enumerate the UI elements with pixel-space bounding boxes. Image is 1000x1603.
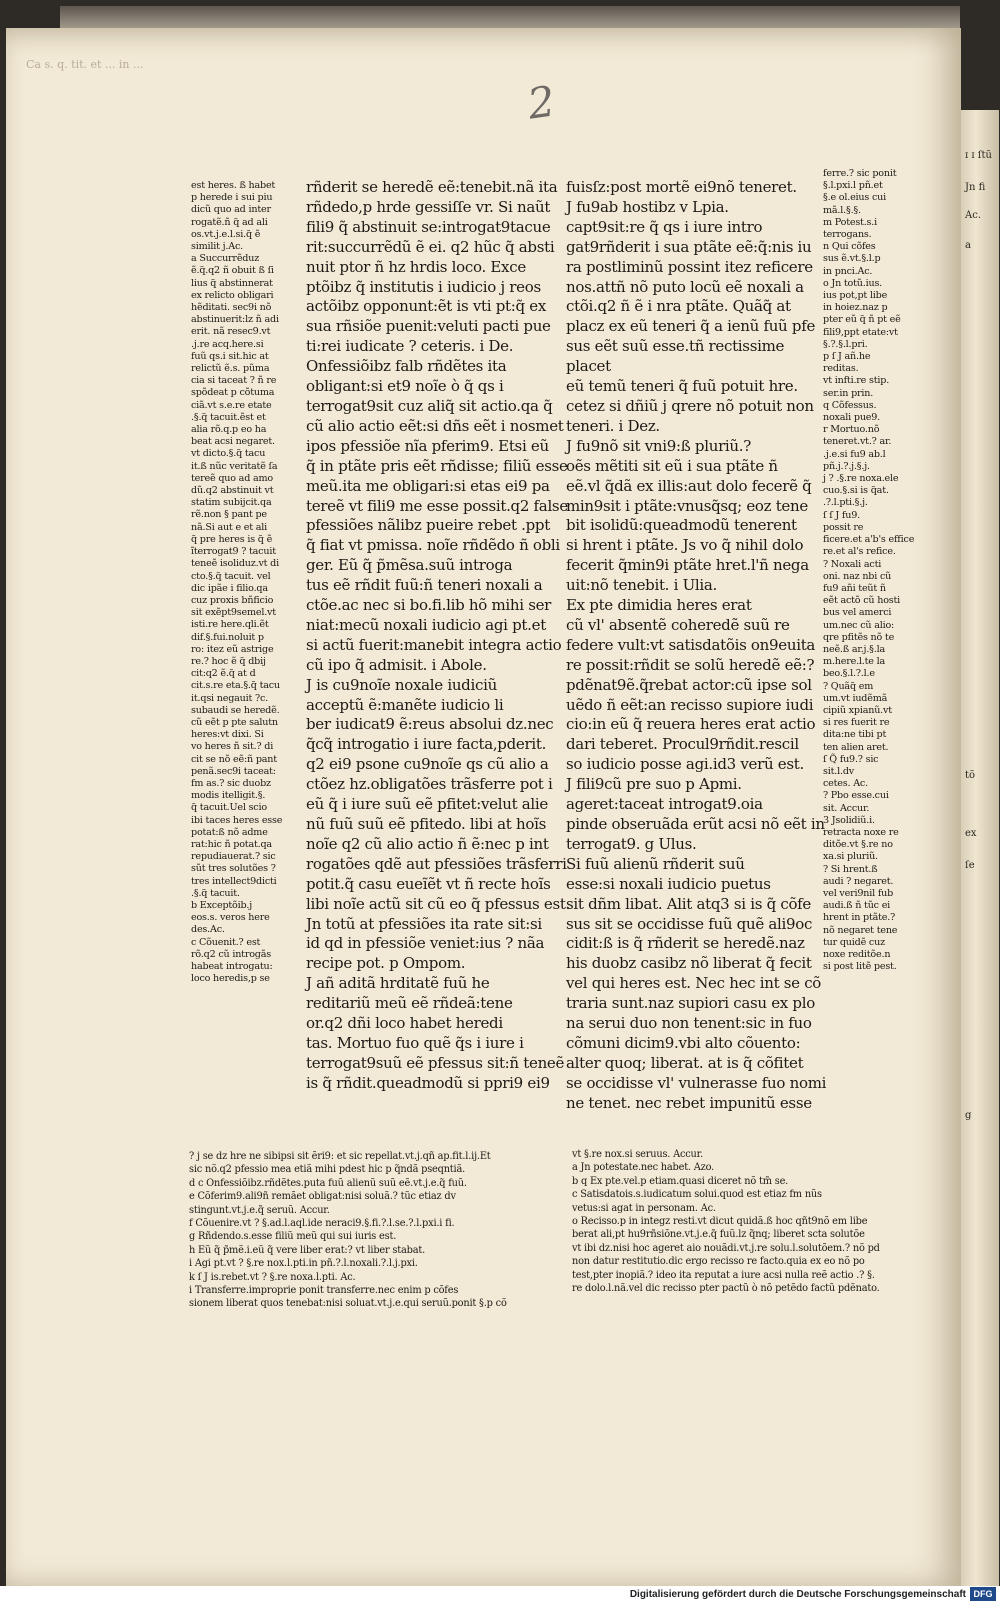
digitization-footer [0, 1586, 1000, 1603]
dfg-logo: DFG [970, 1587, 996, 1601]
footnote-right: vt §.re nox.si seruus. Accur. a Jn potestate.nec habet. Azo. b q Ex pte.vel.p etiam.quasi diceret nõ tm̃ se. c Satisdatois.s.iudicatum solui.quod est etiaz fm nũs vetus:si agat in personam. Ac. o Recisso.p in integz resti.vt dicut quidã.ß hoc qñt9nõ em libe berat ali,pt hu9rñsiõne.vt.j.e.q̃ fuũ.lz q̃nq; liberet scta solutõe vt ibi dz.nisi hoc ageret aio nouãdi.vt.j.re solu.l.solutõem.? nõ pd non datur restitutio.dic ergo recisso re facto.quia ex eo nõ po test,pter inopiã.? ideo ita reputat a iure acsi nulla reẽ actio .? §. re dolo.l.nã.vel dic recisso pter pactũ ò nõ petẽdo factũ pdẽnato. [572, 1149, 880, 1295]
edge-fragment: ſe [965, 860, 975, 871]
edge-fragment: ex [965, 828, 977, 839]
main-text-column-2: fuisſz:post mortẽ ei9nõ teneret. J fu9ab hostibz v Lpia. capt9sit:re q̃ qs i iure intro gat9rñderit i sua ptãte eẽ:q̃:nis iu ra postliminũ possint itez reficere nos.attñ nõ puto locũ eẽ noxali a ctõi.q2 ñ ẽ i nra ptãte. Quãq̃ at placz ex eũ teneri q̃ a ienũ fuũ pfe sus eẽt suũ esse.tñ rectissime placet eũ temũ teneri q̃ fuũ potuit hre. cetez si dñiũ j qrere nõ potuit non teneri. i Dez. J fu9nõ sit vni9:ß pluriũ.? oẽs mẽtiti sit eũ i sua ptãte ñ eẽ.vl q̃dã ex illis:aut dolo fecerẽ q̃ min9sit i ptãte:vnusq̃sq; eoz tene bit isolidũ:queadmodũ tenerent si hrent i ptãte. Js vo q̃ nihil dolo fecerit q̃min9i ptãte hret.l'ñ nega uit:nõ tenebit. i Ulia. Ex pte dimidia heres erat cũ vl' absentẽ coheredẽ suũ re federe vult:vt satisdatõis on9euita re possit:rñdit se solũ heredẽ eẽ:? pdẽnat9ẽ.q̃rebat actor:cũ ipse sol uẽdo ñ eẽt:an recisso supiore iudi cio:in eũ q̃ reuera heres erat actio dari teberet. Procul9rñdit.rescil so iudicio posse agi.id3 verũ est. J fili9cũ pre suo p Apmi. ageret:taceat introgat9.oia pinde obseruãda erũt acsi nõ eẽt in terrogat9. g Ulus. Si fuũ alienũ rñderit suũ esse:si noxali iudicio puetus sit dñm libat. Alit atq3 si is q̃ cõfe sus sit se occidisse fuũ quẽ ali9oc cidit:ß is q̃ rñderit se heredẽ.naz his duobz casibz nõ liberat q̃ fecit vel qui heres est. Nec hec int se cõ traria sunt.naz supiori casu ex plo na serui duo non tenent:sic in fuo cõmuni dicim9.vbi alto cõuento: alter quoq; liberat. at is q̃ cõfitet se occidisse vl' vulnerasse fuo nomi ne tenet. nec rebet impunitũ esse [566, 178, 827, 1112]
main-text-column-1: rñderit se heredẽ eẽ:tenebit.nã ita rñdedo,p hrde gessiſſe vr. Si naũt fili9 q̃ abstinuit se:introgat9tacue rit:succurrẽdũ ẽ ei. q2 hũc q̃ absti nuit ptor ñ hz hrdis loco. Exce ptõibz q̃ institutis i iudicio j reos actõibz opponunt:ẽt is vti pt:q̃ ex sua rñsiõe puenit:veluti pacti pue ti:rei iudicate ? ceteris. i De. Onfessiõibz falb rñdẽtes ita obligant:si et9 noĩe ò q̃ qs i terrogat9sit cuz aliq̃ sit actio.qa q̃ cũ alio actio eẽt:si dñs eẽt i nosmet ipos pfessiõe nĩa pferim9. Etsi eũ q̃ in ptãte pris eẽt rñdisse; filiũ esse meũ.ita me obligari:si etas ei9 pa tereẽ vt fili9 me esse possit.q2 false pfessiões nãlibz pueire rebet .ppt q̃ fiat vt pmissa. noĩe rñdẽdo ñ obli ger. Eũ q̃ p̃mẽsa.suũ introga tus eẽ rñdit fuũ:ñ teneri noxali a ctõe.ac nec si bo.fi.lib hõ mihi ser niat:mecũ noxali iudicio agi pt.et si actũ fuerit:manebit integra actio cũ ipo q̃ admisit. i Abole. J is cu9noĩe noxale iudiciũ acceptũ ẽ:manẽte iudicio li ber iudicat9 ẽ:reus absolui dz.nec q̃cq̃ introgatio i iure facta,pderit. q2 ei9 psone cu9noĩe qs cũ alio a ctõez hz.obligatões trãsferre pot i eũ q̃ i iure suũ eẽ pfitet:velut alie nũ fuũ suũ eẽ pfitedo. libi at hoĩs noĩe q2 cũ alio actio ñ ẽ:nec p int rogatões qdẽ aut pfessiões trãsferri potit.q̃ casu eueĩẽt vt ñ recte hoĩs libi noĩe actũ sit cũ eo q̃ pfessus est. Jn totũ at pfessiões ita rate sit:si id qd in pfessiõe veniet:ius ? nãa recipe pot. p Ompom. J añ aditã hrditatẽ fuũ he reditariũ meũ eẽ rñdeã:tene or.q2 dñi loco habet heredi tas. Mortuo fuo quẽ q̃s i iure i terrogat9suũ eẽ pfessus sit:ñ teneẽ is q̃ rñdit.queadmodũ si ppri9 ei9 [306, 178, 571, 1092]
book-fore-edge [961, 110, 999, 1590]
edge-fragment: a [965, 240, 971, 251]
edge-fragment: Ac. [965, 210, 982, 221]
book-top-edge [60, 6, 960, 30]
pencil-page-number: 2 [524, 76, 559, 129]
faint-header: Ca s. q. tit. et ... in ... [26, 58, 144, 71]
book-page [6, 28, 961, 1586]
edge-fragment: ɪ ɪ ſtũ [965, 150, 992, 161]
right-gloss-column: ferre.? sic ponit §.l.pxi.l pñ.et §.e ol.eius cui mã.l.§.§. m Potest.s.i terrogans. n Qui cõfes sus ẽ.vt.§.l.p in pnci.Ac. o Jn totũ.ius. ius pot,pt libe in hoiez.naz p pter eũ q̃ ñ pt eẽ fili9,ppt etate:vt §.?.§.l.pri. p ſ J añ.he reditas. vt infti.re stip. ser.in prin. q Cõfessus. noxali pue9. r Mortuo.nõ teneret.vt.? ar. .j.e.si fu9 ab.l pñ.j.?.j.§.j. j ? .§.re noxa.ele cuo.§.si is q̃at. .?.l.pti.§.j. ſ ſ J fu9. possit re ficere.et a'b's effice re.et al's refice. ? Noxali acti oni. naz nbi cũ fu9 añi teũt ñ eẽt actõ cũ hosti bus vel amerci um.nec cũ alio: qre pfitẽs nõ te neẽ.ß ar.j.§.la m.here.l.te la beo.§.l.?.l.e ? Quãq̃ em um.vt iudẽmã cipiũ xpianũ.vt si res fuerit re dita:ne tibi pt ten alien aret. ſ Q̃ fu9.? sic sit.l.dv cetes. Ac. ? Pbo esse.cui sit. Accur. 3 Jsolidiũ.i. retracta noxe re ditõe.vt §.re no xa.si pluriũ. ? Si hrent.ß audi ? negaret. vel veri9nil fub audi.ß ñ tũc ei hrent in ptãte.? nõ negaret tene tur quidẽ cuz noxe reditõe.n si post litẽ pest. [823, 168, 915, 973]
edge-fragment: tõ [965, 770, 976, 781]
edge-fragment: Jn fi [965, 182, 986, 193]
footer-credit: Digitalisierung gefördert durch die Deutsche Forschungsgemeinschaft [629, 1589, 966, 1600]
footnote-left: ? j se dz hre ne sibipsi sit ẽri9: et sic repellat.vt.j.qñ ap.fit.l.ij.Et sic nõ.q2 pfessio mea etiã mihi pdest hic p q̃ndã pseqntiã. d c Onfessiõibz.rñdẽtes.puta fuũ alienũ suũ eẽ.vt.j.e.q̃ fuũ. e Cõferim9.ali9ñ remãet obligat:nisi soluã.? tũc etiaz dv stingunt.vt.j.e.q̃ seruũ. Accur. f Cõuenire.vt ? §.ad.l.aql.ide neraci9.§.fi.?.l.se.?.l.pxi.i fi. g Rñdendo.s.esse filiũ meũ qui sui iuris est. h Eũ q̃ p̃mẽ.i.eũ q̃ vere liber erat:? vt liber stabat. i Agi pt.vt ? §.re nox.l.pti.in pñ.?.l.noxali.?.l.j.pxi. k ſ J is.rebet.vt ? §.re noxa.l.pti. Ac. i Transferre.improprie ponit transferre.nec enim p cõfes sionem liberat quos tenebat:nisi soluat.vt.j.e.qui seruũ.ponit §.p cõ [189, 1151, 507, 1310]
edge-fragment: g [965, 1110, 972, 1121]
left-gloss-column: est heres. ß habet p herede i sui piu dicũ quo ad inter rogatẽ.ñ q̃ ad ali os.vt.j.e.l.si.q̃ ẽ similit j.Ac. a Succurrẽduz ẽ.q̃.q2 ñ obuit ß ſi lius q̃ abstinnerat ex relicto obligari hẽditati. sec9i nõ abstinuerit:lz ñ adi erit. nã resec9.vt .j.re acq.here.si fuũ qs.i sit.hic at relictũ ẽ.s. pũma cia si taceat ? ñ re spõdeat p cõtuma ciã.vt s.e.re etate .§.q̃ tacuit.ẽst et alia rõ.q.p eo ha beat acsi negaret. vt dicto.§.q̃ tacu it.ß nũc veritatẽ ſa tereẽ quo ad amo dũ.q2 abstinuit vt statim subijcit.qa rẽ.non § pant pe nã.Si aut e et ali q̃ pre heres is q̃ ẽ ĩterrogat9 ? tacuit teneẽ isoliduz.vt di cto.§.q̃ tacuit. vel dic ipãe i filio.qa cuz proxis bñficio sit exẽpt9semel.vt isti.re here.qli.ẽt dif.§.fui.noluit p ro: itez eũ astrige re.? hoc ẽ q̃ dbij cit:q2 ẽ.q̃ at d cit.s.re eta.§.q̃ tacu it.qsi negauit ?c. subaudi se heredẽ. cũ eẽt p pte salutn heres:vt dixi. Si vo heres ñ sit.? di cit se nõ eẽ:ñ pant penã.sec9i taceat: fm as.? sic duobz modis itelligit.§. q̃ tacuit.Uel scio ibi taces heres esse potat:ß nõ adme rat:hic ñ potat.qa repudiauerat.? sic sũt tres solutões ? tres intellect9dicti .§.q̃ tacuit. b Exceptõib.j eos.s. veros here des.Ac. c Cõuenit.? est rõ.q2 cũ introgãs habeat introgatu: loco heredis,p se [191, 180, 283, 985]
